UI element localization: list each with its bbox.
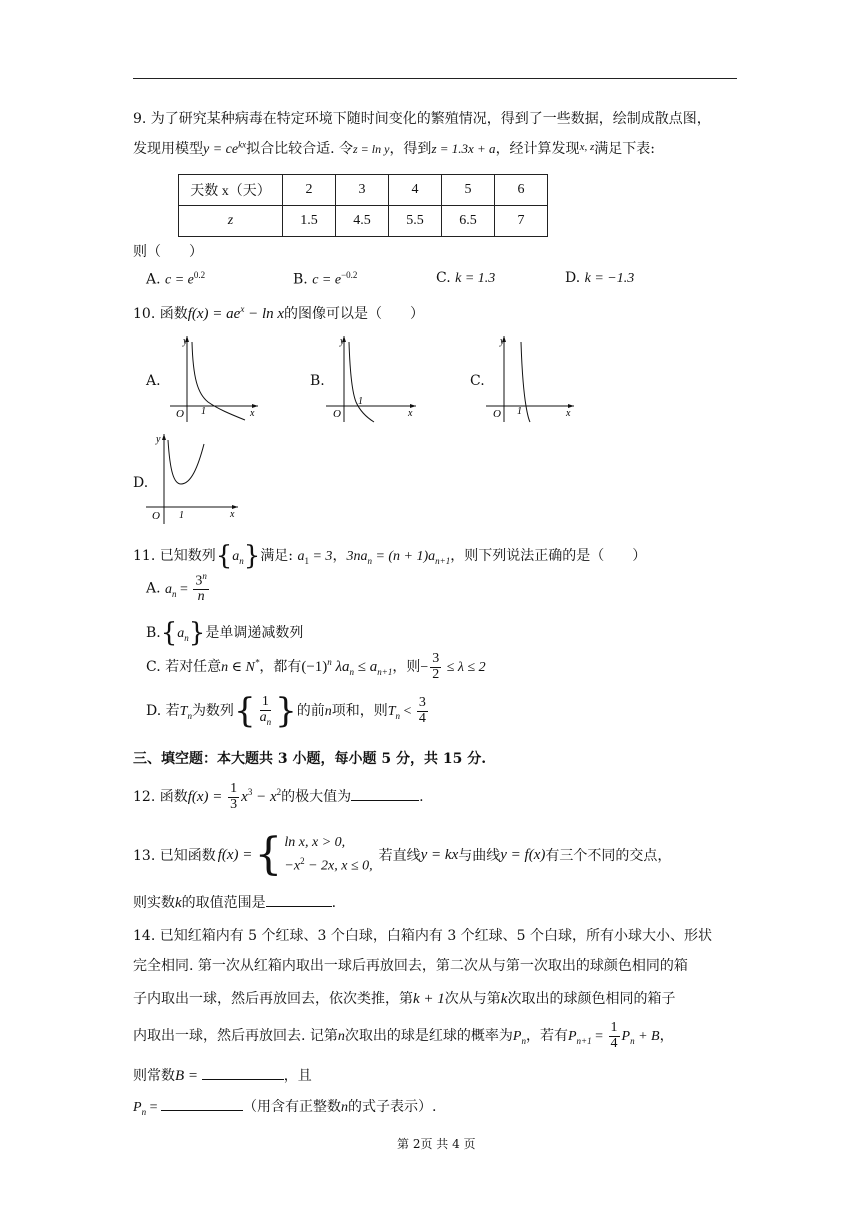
table-head-days: 天数 x（天） <box>179 175 283 206</box>
q9-line1: 9. 为了研究某种病毒在特定环境下随时间变化的繁殖情况，得到了一些数据，绘制成散点图， <box>133 111 711 127</box>
q9-text-b: 拟合比较合适. 令 <box>246 141 353 157</box>
table-cell: 4.5 <box>336 206 389 237</box>
q11-option-c: C. 若对任意n ∈ N*，都有$(-1)^n$ $\lambda a_n \le a_{n+1}$，则− $\frac{3}{2}$ ≤ λ ≤ 2 <box>146 651 486 682</box>
q9-sub2: z = 1.3x + a <box>431 141 496 156</box>
q14-line3: 子内取出一球，然后再放回去，依次类推，第k + 1次从与第k次取出的球颜色相同的箱子 <box>133 991 676 1007</box>
q13-line2: 则实数k的取值范围是 . <box>133 892 336 912</box>
table-cell: 4 <box>389 175 442 206</box>
page-footer: 第 2页 共 4 页 <box>397 1137 476 1151</box>
q11-option-d: D. 若$T_n$为数列{ $\frac{1}{a_n}$ }的前n项和，则$T_n$ < $\frac{3}{4}$ <box>146 691 426 731</box>
graph-a <box>170 334 265 424</box>
graph-b-one: 1 <box>358 396 363 407</box>
q14-answer-blank-pn[interactable] <box>161 1096 243 1111</box>
q9-option-c: C. k = 1.3 <box>436 270 496 286</box>
q9-vars: x, z <box>579 141 595 153</box>
table-cell: 5 <box>442 175 495 206</box>
q9-text-a: 发现用模型 <box>133 141 203 157</box>
graph-b-label: B. <box>310 373 325 389</box>
q14-line6: $P_n$ = （用含有正整数n的式子表示）. <box>133 1096 436 1117</box>
q12-answer-blank[interactable] <box>351 786 419 801</box>
table-cell: 6 <box>495 175 548 206</box>
table-cell: 1.5 <box>283 206 336 237</box>
q11-option-a: A. $a_n$ = $\frac{3^n}{n}$ <box>146 571 207 605</box>
table-cell: 3 <box>336 175 389 206</box>
graph-d-label: D. <box>133 475 149 491</box>
graph-d-y-label: y <box>156 434 161 445</box>
q9-text-d: ，经计算发现 <box>495 141 580 157</box>
table-row <box>179 206 548 237</box>
table-cell: 6.5 <box>442 206 495 237</box>
q14-line5: 则常数B = ，且 <box>133 1065 312 1085</box>
graph-b-y-label: y <box>340 336 345 347</box>
q9-text-e: 满足下表: <box>594 141 655 157</box>
graph-b-x-label: x <box>408 408 413 419</box>
q10-stem: 10. 函数$f(x) = ae^x - \ln x$的图像可以是（ ） <box>133 304 425 322</box>
graph-c-label: C. <box>470 373 485 389</box>
graph-a-origin: O <box>176 408 184 420</box>
graph-c-origin: O <box>493 408 501 420</box>
table-row <box>179 175 548 206</box>
q9-model: $y = ce^{kx}$ <box>203 139 247 157</box>
q9-option-b: B. $c = e^{-0.2}$ <box>293 270 358 288</box>
graph-b <box>326 334 421 424</box>
q13-answer-blank[interactable] <box>266 892 332 907</box>
header-rule <box>133 78 737 79</box>
section-3-heading: 三、填空题：本大题共 3 小题，每小题 5 分，共 15 分. <box>133 751 487 767</box>
q9-sub1: z = ln y <box>353 142 390 156</box>
table-cell: 5.5 <box>389 206 442 237</box>
table-cell: 7 <box>495 206 548 237</box>
table-cell: 2 <box>283 175 336 206</box>
q14-answer-blank-b[interactable] <box>202 1065 284 1080</box>
q9-option-d: D. k = −1.3 <box>565 270 635 286</box>
q12-stem: 12. 函数f(x) = $\frac{1}{3}$ $x^3 - x^2$的极大值为 . <box>133 781 424 812</box>
q11-option-b: $B.\{a_n\}$是单调递减数列 <box>146 618 304 648</box>
graph-a-label: A. <box>146 373 161 389</box>
q14-line4: 内取出一球，然后再放回去. 记第n次取出的球是红球的概率为$P_n$，若有$P_{n+1}$ = $\frac{1}{4}$ $P_n + B$， <box>133 1020 674 1051</box>
graph-b-origin: O <box>333 408 341 420</box>
graph-c-x-label: x <box>566 408 571 419</box>
q11-stem: 11. 已知数列$\{a_n\}$满足: $a_1 = 3$，$3na_n = (n + 1)a_{n+1}$，则下列说法正确的是（ ） <box>133 541 647 571</box>
graph-d <box>146 432 246 527</box>
q9-line2 <box>133 138 655 158</box>
q13-case2: $-x^2 - 2x$, x ≤ 0, <box>284 856 373 875</box>
q9-stem-end: 则（ ） <box>133 244 203 260</box>
graph-a-x-label: x <box>250 408 255 419</box>
q9-data-table <box>178 174 548 237</box>
graph-d-origin: O <box>152 510 160 522</box>
q13-case1: ln x, x > 0, <box>284 835 346 850</box>
graph-c-one: 1 <box>517 406 522 417</box>
graph-d-one: 1 <box>179 510 184 521</box>
q14-line2: 完全相同. 第一次从红箱内取出一球后再放回去，第二次从与第一次取出的球颜色相同的箱 <box>133 958 688 974</box>
q9-text-c: ，得到 <box>389 141 432 157</box>
graph-a-y-label: y <box>183 336 188 347</box>
graph-c <box>486 334 581 424</box>
q9-option-a: A. $c = e^{0.2}$ <box>146 270 206 288</box>
graph-c-y-label: y <box>500 336 505 347</box>
q14-line1: 14. 已知红箱内有 5 个红球、3 个白球，白箱内有 3 个红球、5 个白球，所有小球大小、形状 <box>133 928 713 944</box>
table-head-z: z <box>179 206 283 237</box>
q13-stem: 13. 已知函数 f(x) = { ln x, x > 0, $-x^2 - 2x$, x ≤ 0, 若直线 y = kx 与曲线 y = f(x) 有三个不同的交点， <box>133 829 672 881</box>
graph-a-one: 1 <box>201 406 206 417</box>
graph-d-x-label: x <box>230 509 235 520</box>
